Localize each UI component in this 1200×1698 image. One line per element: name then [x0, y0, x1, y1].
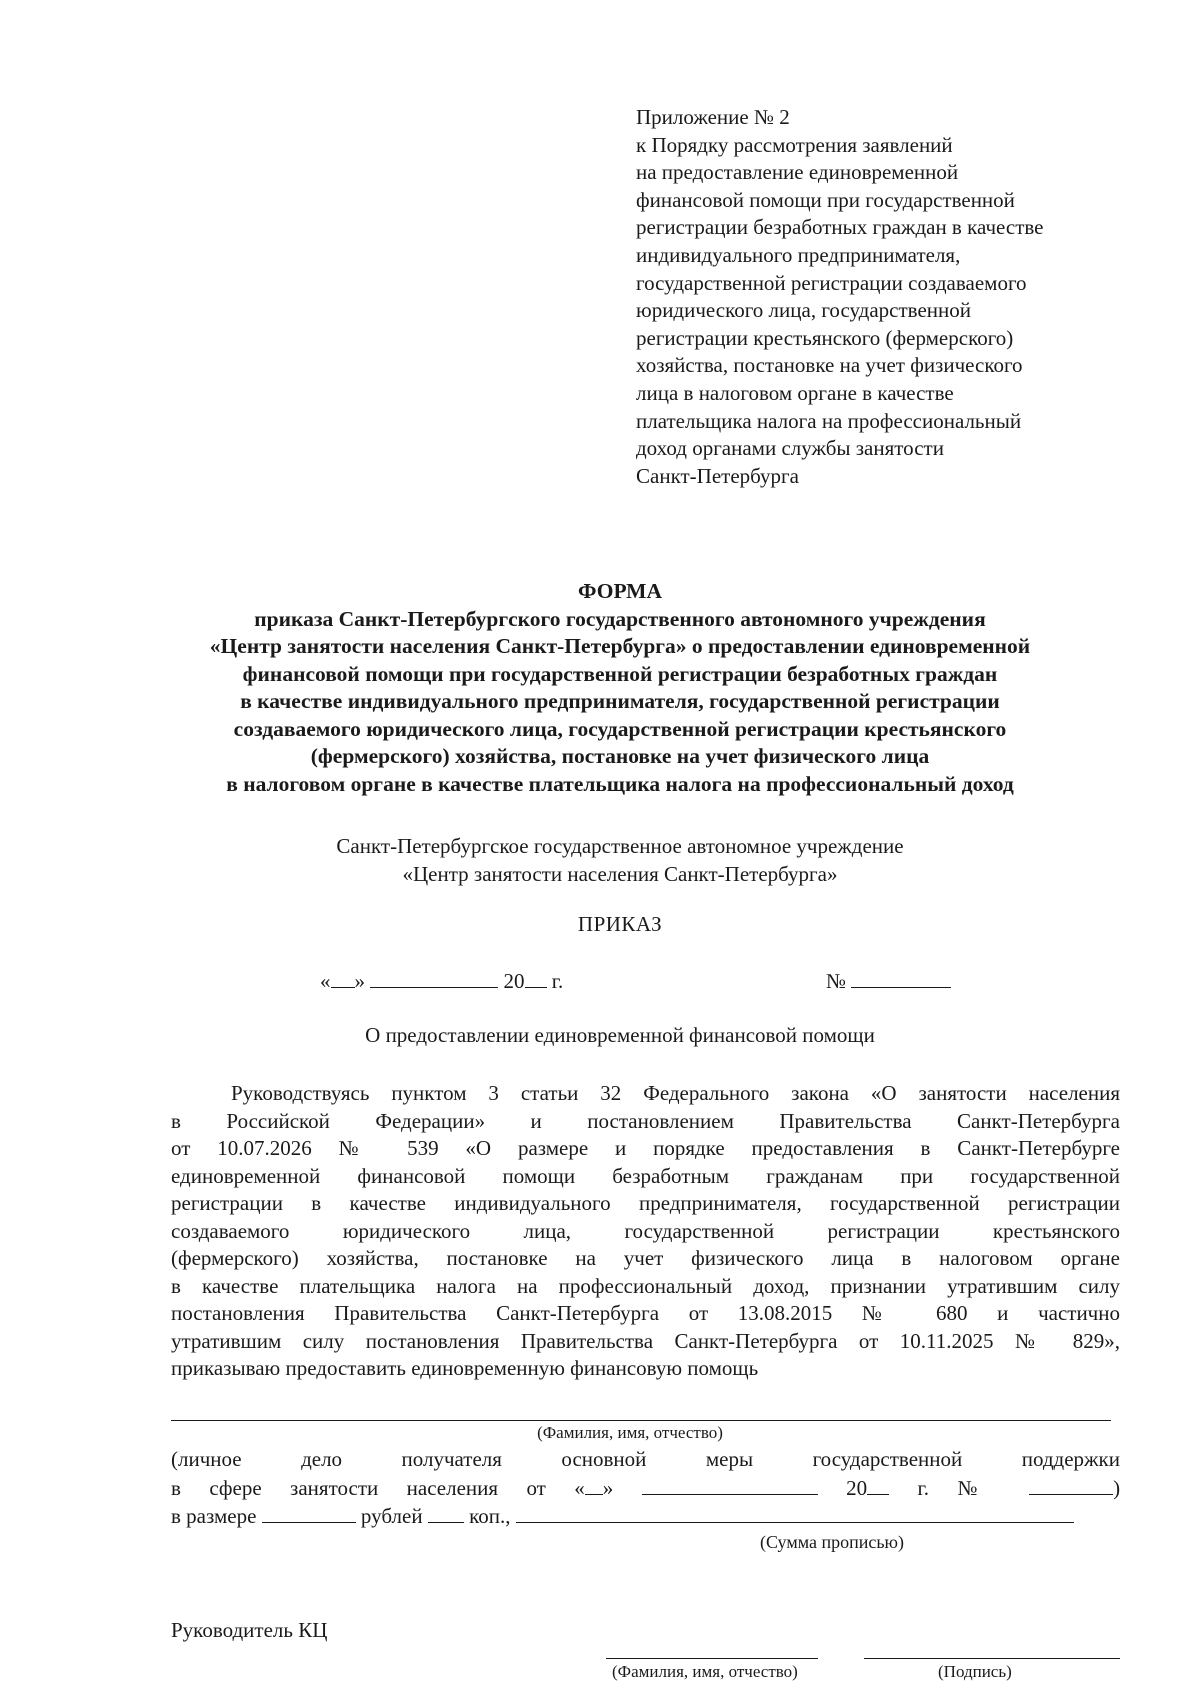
form-title-line: приказа Санкт-Петербургского государственного автономного учреждения	[254, 606, 986, 631]
form-title-line: в качестве индивидуального предпринимателя, государственной регистрации	[240, 689, 1000, 713]
kop-blank	[428, 1502, 464, 1523]
rubles-blank	[262, 1502, 356, 1523]
body-line: в качестве плательщика налога на профессиональный доход, признании утратившим силу	[171, 1273, 1120, 1298]
appendix-line: Санкт-Петербурга	[636, 463, 799, 488]
appendix-line: государственной регистрации создаваемого	[636, 270, 1027, 295]
case-line	[171, 1474, 1120, 1503]
head-name-blank	[606, 1658, 818, 1659]
case-month-blank	[642, 1474, 818, 1495]
date-close-quote: »	[354, 969, 365, 993]
head-signature-blank	[864, 1658, 1120, 1659]
year-prefix: 20	[503, 969, 525, 993]
appendix-line: на предоставление единовременной	[636, 160, 959, 185]
form-title-heading: ФОРМА	[578, 579, 662, 603]
recipient-name-blank	[171, 1420, 1111, 1421]
case-from-text: в сфере занятости населения от	[171, 1475, 546, 1500]
amount-words-caption: (Сумма прописью)	[760, 1532, 904, 1552]
body-line: (фермерского) хозяйства, постановке на учет физического лица в налоговом органе	[171, 1246, 1120, 1270]
appendix-line: регистрации крестьянского (фермерского)	[636, 325, 1014, 350]
year-suffix: г.	[551, 969, 564, 993]
appendix-line: лица в налоговом органе в качестве	[636, 380, 954, 405]
form-title-line: «Центр занятости населения Санкт-Петербурга» о предоставлении единовременной	[209, 634, 1031, 658]
case-number-blank	[1029, 1474, 1113, 1495]
case-close-quote: »	[602, 1475, 614, 1500]
form-title-line: создаваемого юридического лица, государственной регистрации крестьянского	[233, 716, 1007, 741]
case-open-quote: «	[574, 1475, 585, 1500]
kop-label: коп.,	[469, 1504, 511, 1528]
case-day-blank	[585, 1474, 603, 1495]
rubles-label: рублей	[360, 1504, 423, 1528]
head-signature-caption: (Подпись)	[938, 1662, 1012, 1681]
body-line: в Российской Федерации» и постановлением Правительства Санкт-Петербурга	[171, 1108, 1120, 1133]
body-line: постановления Правительства Санкт-Петербурга от 13.08.2015 № 680 и частично	[171, 1301, 1120, 1325]
case-number-sign: №	[957, 1475, 1001, 1500]
case-year-suffix: г.	[917, 1475, 930, 1500]
appendix-block	[636, 104, 1136, 490]
body-line: утратившим силу постановления Правительства Санкт-Петербурга от 10.11.2025 № 829»,	[171, 1328, 1120, 1353]
appendix-line: доход органами службы занятости	[636, 436, 944, 461]
form-title-line: (фермерского) хозяйства, постановке на учет физического лица	[310, 744, 930, 768]
appendix-line: Приложение № 2	[636, 105, 790, 129]
order-number	[826, 967, 951, 994]
organization-name	[150, 832, 1090, 888]
number-blank	[851, 967, 951, 988]
body-line: от 10.07.2026 № 539 «О размере и порядке предоставления в Санкт-Петербурге	[171, 1136, 1120, 1160]
day-blank	[331, 967, 355, 988]
body-line: создаваемого юридического лица, государственной регистрации крестьянского	[171, 1218, 1120, 1243]
appendix-line: регистрации безработных граждан в качестве	[636, 215, 1044, 240]
form-title-line: финансовой помощи при государственной регистрации безработных граждан	[242, 661, 998, 686]
case-reference	[171, 1446, 1120, 1502]
amount-row	[171, 1502, 1120, 1529]
order-subject: О предоставлении единовременной финансовой помощи	[365, 1023, 875, 1047]
body-line: единовременной финансовой помощи безработным гражданам при государственной	[171, 1163, 1120, 1188]
amount-prefix: в размере	[171, 1504, 257, 1528]
appendix-line: индивидуального предпринимателя,	[636, 242, 961, 267]
body-line: Руководствуясь пунктом 3 статьи 32 Федерального закона «О занятости населения	[231, 1081, 1120, 1105]
order-heading: ПРИКАЗ	[577, 912, 663, 936]
date-open-quote: «	[320, 969, 331, 993]
amount-words-blank	[516, 1502, 1074, 1523]
appendix-line: юридического лица, государственной	[636, 298, 971, 323]
appendix-line: плательщика налога на профессиональный	[636, 408, 1022, 433]
organization-line: «Центр занятости населения Санкт-Петербурга»	[402, 862, 838, 886]
month-blank	[370, 967, 498, 988]
appendix-line: к Порядку рассмотрения заявлений	[636, 132, 953, 157]
case-year-blank	[867, 1474, 889, 1495]
case-close-paren: )	[1113, 1475, 1121, 1500]
number-sign: №	[826, 969, 847, 993]
appendix-line: финансовой помощи при государственной	[636, 187, 1015, 212]
form-title	[150, 578, 1090, 798]
recipient-name-caption: (Фамилия, имя, отчество)	[537, 1423, 723, 1442]
appendix-line: хозяйства, постановке на учет физического	[636, 353, 1023, 378]
case-year-prefix: 20	[846, 1475, 868, 1500]
organization-line: Санкт-Петербургское государственное автономное учреждение	[336, 834, 904, 858]
order-date	[320, 967, 563, 994]
body-line: регистрации в качестве индивидуального предпринимателя, государственной регистрации	[171, 1191, 1120, 1215]
order-body	[171, 1080, 1120, 1383]
year-blank	[525, 967, 547, 988]
head-name-caption: (Фамилия, имя, отчество)	[612, 1662, 798, 1681]
form-title-line: в налоговом органе в качестве плательщика налога на профессиональный доход	[226, 771, 1014, 796]
head-title: Руководитель КЦ	[171, 1618, 328, 1642]
case-line: (личное дело получателя основной меры государственной поддержки	[171, 1447, 1120, 1471]
body-line: приказываю предоставить единовременную финансовую помощь	[171, 1356, 759, 1380]
